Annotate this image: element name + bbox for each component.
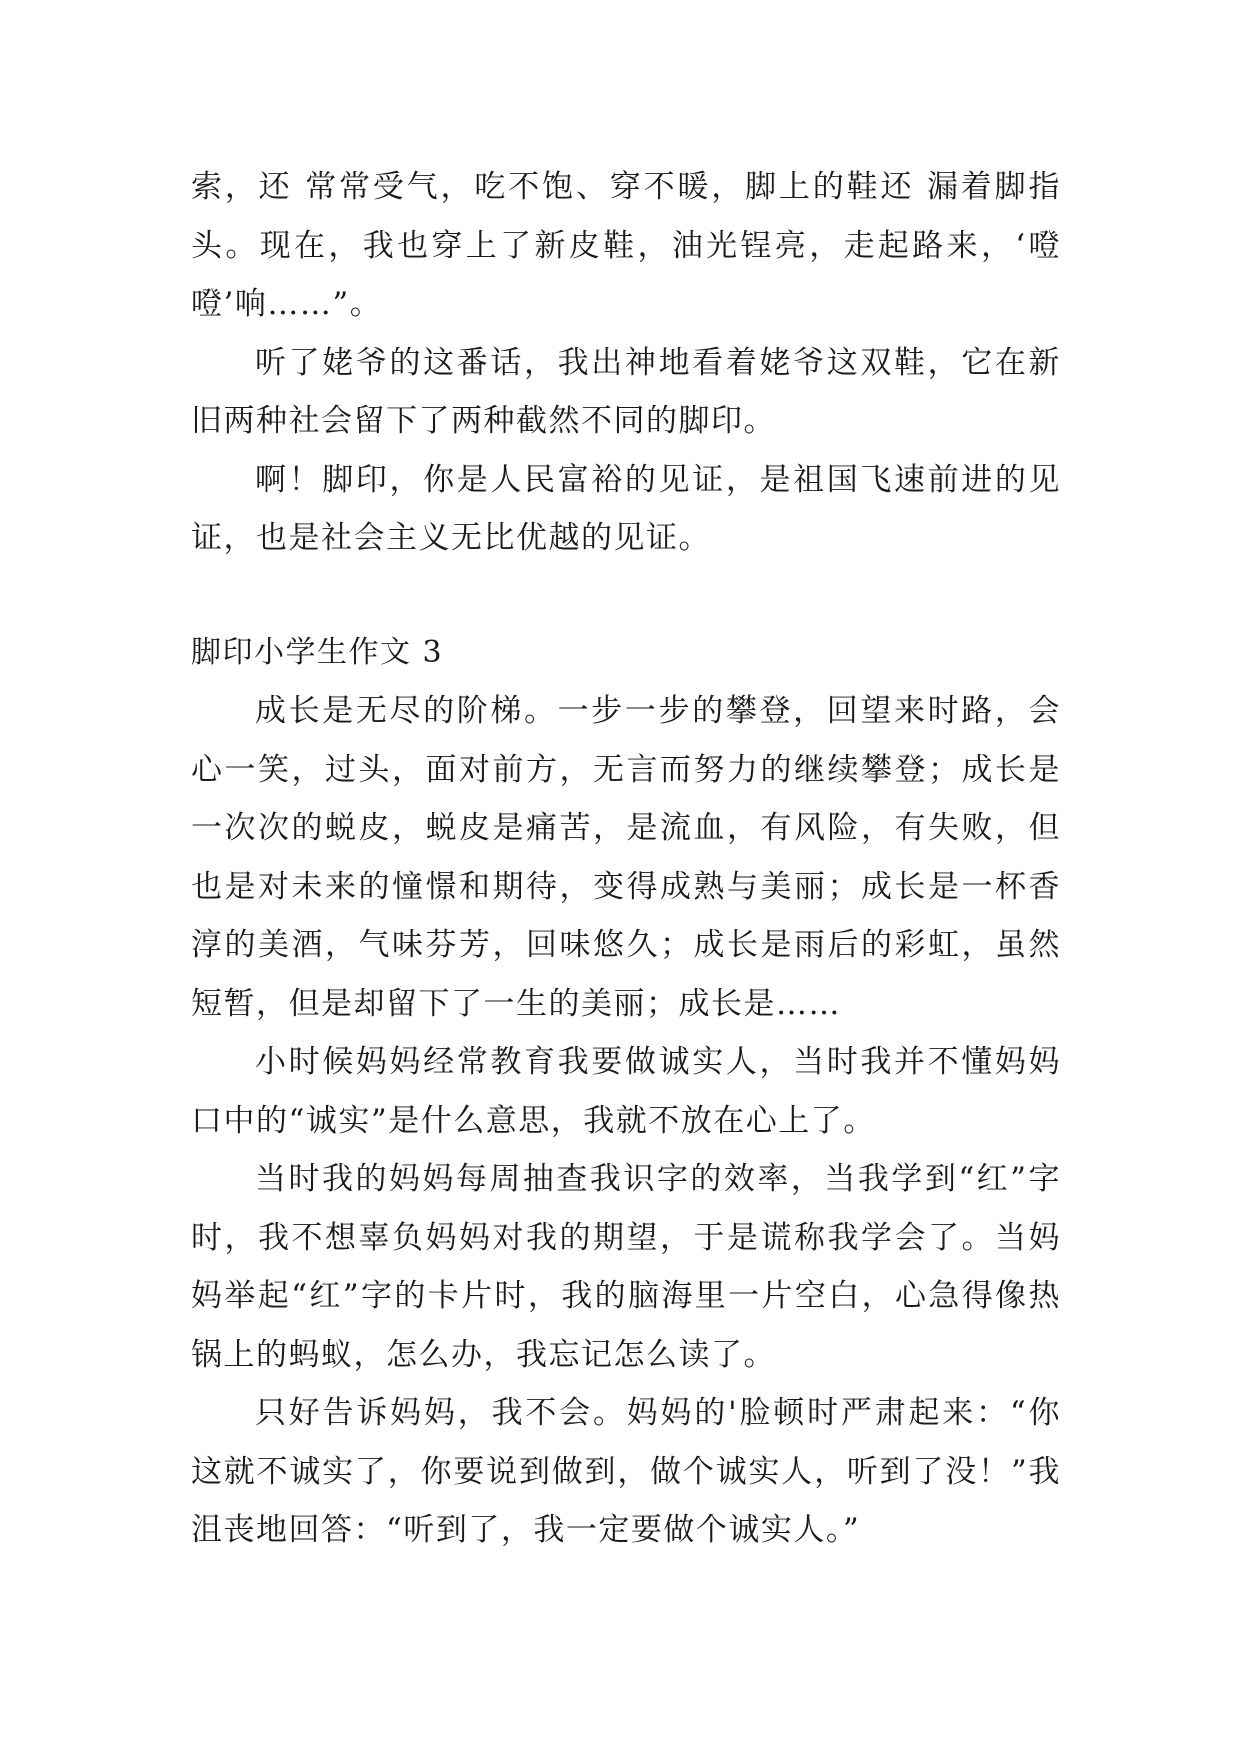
document-body — [191, 158, 1061, 1560]
paragraph: 索，还 常常受气，吃不饱、穿不暖，脚上的鞋还 漏着脚指头。现在，我也穿上了新皮鞋，油光锃亮，走起路来，‘噔噔’响……”。 — [191, 169, 1061, 322]
paragraph: 听了姥爷的这番话，我出神地看着姥爷这双鞋，它在新旧两种社会留下了两种截然不同的脚印。 — [191, 344, 1061, 439]
paragraph: 当时我的妈妈每周抽查我识字的效率，当我学到“红”字时，我不想辜负妈妈对我的期望，于是谎称我学会了。当妈妈举起“红”字的卡片时，我的脑海里一片空白，心急得像热锅上的蚂蚁，怎么办，我忘记怎么读了。 — [191, 1161, 1061, 1373]
paragraph: 只好告诉妈妈，我不会。妈妈的'脸顿时严肃起来：“你这就不诚实了，你要说到做到，做个诚实人，听到了没！”我沮丧地回答：“听到了，我一定要做个诚实人。” — [191, 1395, 1061, 1548]
section-title: 脚印小学生作文 3 — [191, 634, 444, 670]
paragraph: 啊！脚印，你是人民富裕的见证，是祖国飞速前进的见证，也是社会主义无比优越的见证。 — [191, 461, 1061, 556]
paragraph: 小时候妈妈经常教育我要做诚实人，当时我并不懂妈妈口中的“诚实”是什么意思，我就不放在心上了。 — [191, 1044, 1061, 1139]
paragraph: 成长是无尽的阶梯。一步一步的攀登，回望来时路，会心一笑，过头，面对前方，无言而努力的继续攀登；成长是一次次的蜕皮，蜕皮是痛苦，是流血，有风险，有失败，但也是对未来的憧憬和期待，变得成熟与美丽；成长是一杯香淳的美酒，气味芬芳，回味悠久；成长是雨后的彩虹，虽然短暂，但是却留下了一生的美丽；成长是…… — [191, 693, 1061, 1022]
